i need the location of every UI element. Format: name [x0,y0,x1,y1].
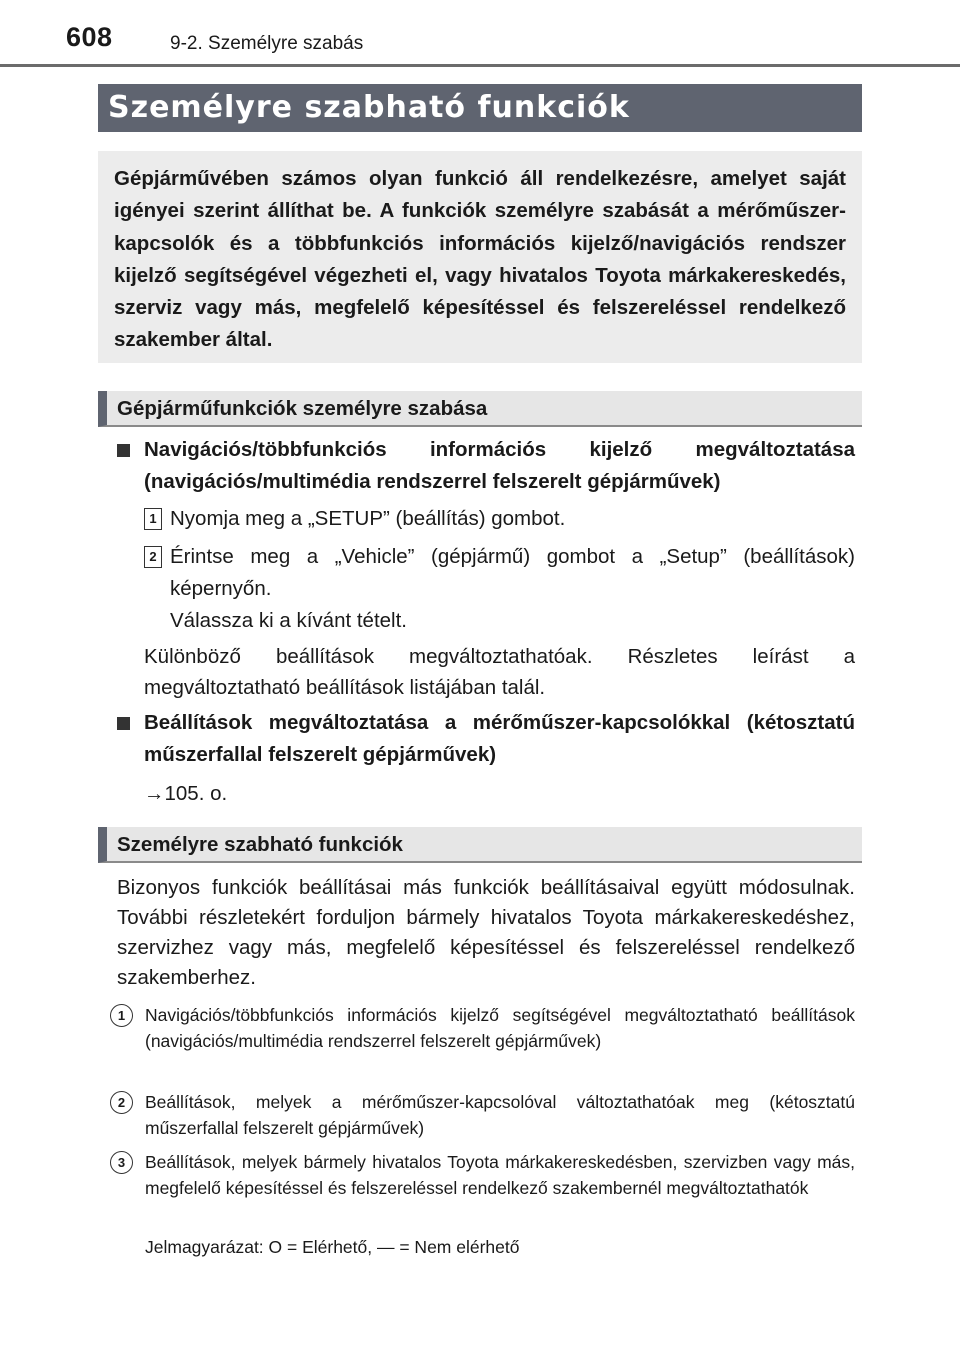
bullet-heading-meter-switches [117,707,855,771]
section-heading-vehicle-customization: Gépjárműfunkciók személyre szabása [98,391,862,427]
circled-number-3: 3 [110,1151,133,1174]
square-bullet-icon [117,444,130,457]
legend-key: Jelmagyarázat: O = Elérhető, — = Nem elérhető [145,1237,520,1257]
section-reference: 9-2. Személyre szabás [170,33,364,54]
step-2-text: Érintse meg a „Vehicle” (gépjármű) gombot a „Setup” (beállítások) képernyőn. [170,545,855,600]
legend-item-1 [110,1002,855,1054]
step-2-subtext: Válassza ki a kívánt tételt. [170,609,408,632]
circled-number-2: 2 [110,1091,133,1114]
section-heading-customizable-features: Személyre szabható funkciók [98,827,862,863]
legend-item-3-text: Beállítások, melyek bármely hivatalos Toyota márkakereskedésben, szervizben vagy más, megfelelő képesítéssel és felszereléssel rendelkező szakembernél megváltoztathatók [145,1152,855,1198]
step-number-2: 2 [144,546,162,568]
customization-paragraph: Bizonyos funkciók beállításai más funkciók beállításaival együtt módosulnak. További részletekért forduljon bármely hivatalos Toyota márkakereskedéshez, szervizhez vagy más, megfelelő képesítéssel és felszereléssel rendelkező szakemberhez. [117,876,855,989]
intro-box [98,151,862,363]
step-1-text: Nyomja meg a „SETUP” (beállítás) gombot. [170,507,566,530]
page-title: Személyre szabható funkciók [98,84,862,132]
bullet-heading-navigation [117,434,855,498]
page-number: 608 [66,22,113,52]
page-reference-link[interactable]: →105. o. [144,782,228,805]
legend-item-2 [110,1089,855,1141]
intro-text: Gépjárművében számos olyan funkció áll rendelkezésre, amelyet saját igényei szerint állíthat be. A funkciók személyre szabását a mérőműszer-kapcsolók és a többfunkciós információs kijelző/navigációs rendszer kijelző segítségével végezheti el, vagy hivatalos Toyota márkakereskedés, szerviz vagy más, megfelelő képesítéssel és felszereléssel rendelkező szakember által. [114,167,846,352]
bullet-heading-text: Beállítások megváltoztatása a mérőműszer-kapcsolókkal (kétosztatú műszerfallal felszerelt gépjárművek) [144,711,855,766]
circled-number-1: 1 [110,1004,133,1027]
legend-item-1-text: Navigációs/többfunkciós információs kijelző segítségével megváltoztatható beállítások (navigációs/multimédia rendszerrel felszerelt gépjárművek) [145,1005,855,1051]
step-1 [144,503,855,535]
legend-item-2-text: Beállítások, melyek a mérőműszer-kapcsolóval változtathatóak meg (kétosztatú műszerfallal felszerelt gépjárművek) [145,1092,855,1138]
square-bullet-icon [117,717,130,730]
step-number-1: 1 [144,508,162,530]
settings-note: Különböző beállítások megváltoztathatóak. Részletes leírást a megváltoztatható beállítások listájában talál. [144,645,855,699]
header-divider [0,64,960,67]
bullet-heading-text: Navigációs/többfunkciós információs kijelző megváltoztatása (navigációs/multimédia rendszerrel felszerelt gépjárművek) [144,438,855,493]
legend-item-3 [110,1149,855,1201]
page-header [0,0,960,70]
step-2 [144,541,855,637]
